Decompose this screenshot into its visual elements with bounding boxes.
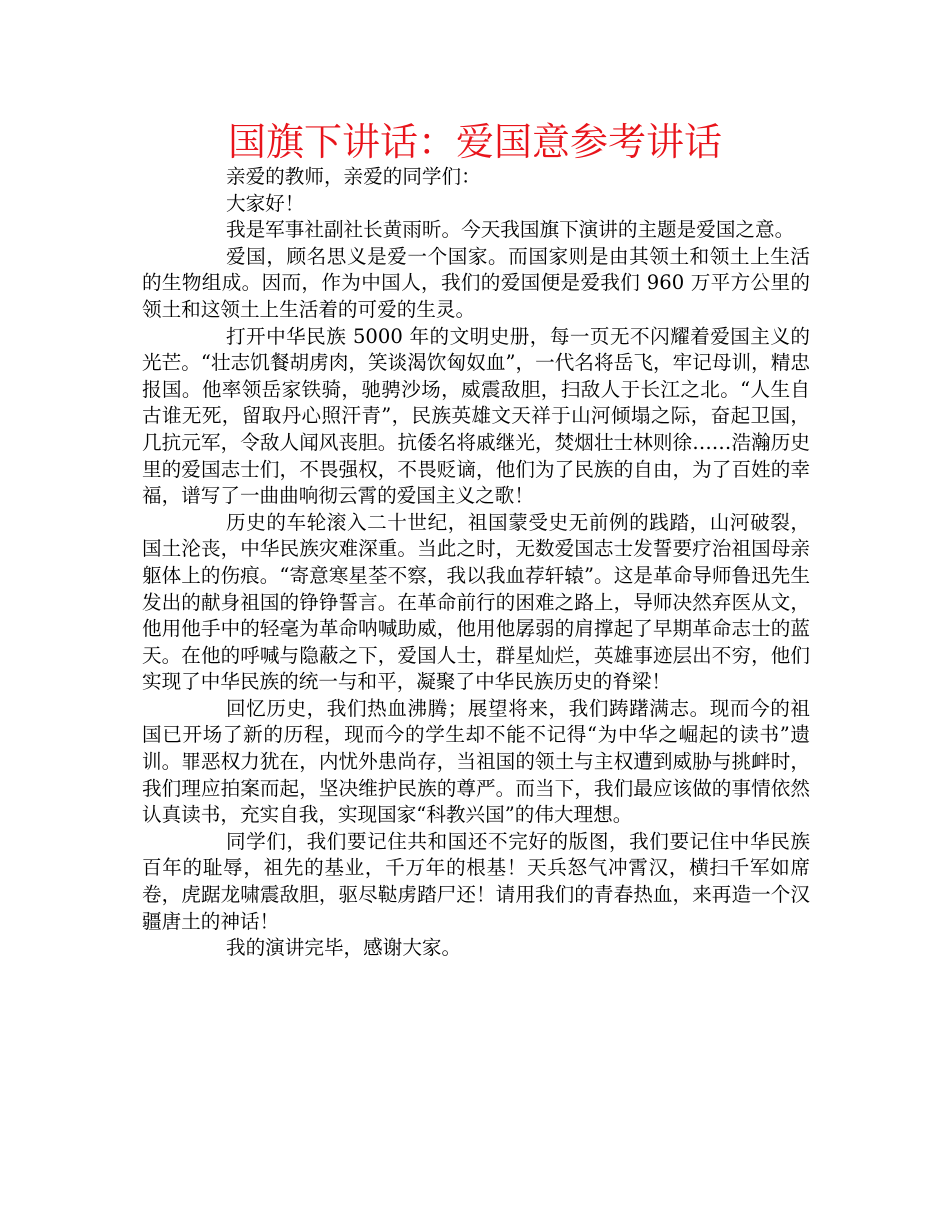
paragraph-intro: 我是军事社副社长黄雨昕。今天我国旗下演讲的主题是爱国之意。 (226, 218, 795, 242)
paragraph-salutation: 亲爱的教师，亲爱的同学们： (226, 165, 481, 188)
paragraph-twentieth-century: 历史的车轮滚入二十世纪，祖国蒙受史无前例的践踏，山河破裂，国土沦丧，中华民族灾难深重。当此之时，无数爱国志士发誓要疗治祖国母亲躯体上的伤痕。“寄意寒星荃不察，我以我血荐轩辕”。这是革命导师鲁迅先生发出的献身祖国的铮铮誓言。在革命前行的困难之路上，导师决然弃医从文，他用他手中的轻毫为革命呐喊助威，他用他孱弱的肩撑起了早期革命志士的蓝天。在他的呼喊与隐蔽之下，爱国人士，群星灿烂，英雄事迹层出不穷，他们实现了中华民族的统一与和平，凝聚了中华民族历史的脊梁！ (142, 510, 810, 694)
paragraph-closing: 我的演讲完毕，感谢大家。 (226, 936, 462, 960)
paragraph-history-heroes: 打开中华民族 5000 年的文明史册，每一页无不闪耀着爱国主义的光芒。“壮志饥餐胡虏肉，笑谈渴饮匈奴血”，一代名将岳飞，牢记母训，精忠报国。他率领岳家铁骑，驰骋沙场，威震敌胆，扫敌人于长江之北。“人生自古谁无死，留取丹心照汗青”，民族英雄文天祥于山河倾塌之际，奋起卫国，几抗元军，令敌人闻风丧胆。抗倭名将戚继光，焚烟壮士林则徐……浩瀚历史里的爱国志士们，不畏强权，不畏贬谪，他们为了民族的自由，为了百姓的幸福，谱写了一曲曲响彻云霄的爱国主义之歌！ (142, 324, 810, 508)
paragraph-greeting: 大家好！ (226, 191, 305, 215)
paragraph-looking-forward: 回忆历史，我们热血沸腾；展望将来，我们踌躇满志。现而今的祖国已开场了新的历程，现而今的学生却不能不记得“为中华之崛起的读书”遗训。罪恶权力犹在，内忧外患尚存，当祖国的领土与主权遭到威胁与挑衅时，我们理应拍案而起，坚决维护民族的尊严。而当下，我们最应该做的事情依然认真读书，充实自我，实现国家“科教兴国”的伟大理想。 (142, 696, 810, 827)
document-title: 国旗下讲话：爱国意参考讲话 (227, 120, 722, 164)
paragraph-patriotism-definition: 爱国，顾名思义是爱一个国家。而国家则是由其领土和领土上生活的生物组成。因而，作为中国人，我们的爱国便是爱我们 960 万平方公里的领土和这领土上生活着的可爱的生灵。 (142, 244, 810, 321)
paragraph-call-to-action: 同学们，我们要记住共和国还不完好的版图，我们要记住中华民族百年的耻辱，祖先的基业，千万年的根基！天兵怒气冲霄汉，横扫千军如席卷，虎踞龙啸震敌胆，驱尽鞑虏踏尸还！请用我们的青春热血，来再造一个汉疆唐土的神话！ (142, 829, 810, 933)
document-body (142, 164, 810, 962)
